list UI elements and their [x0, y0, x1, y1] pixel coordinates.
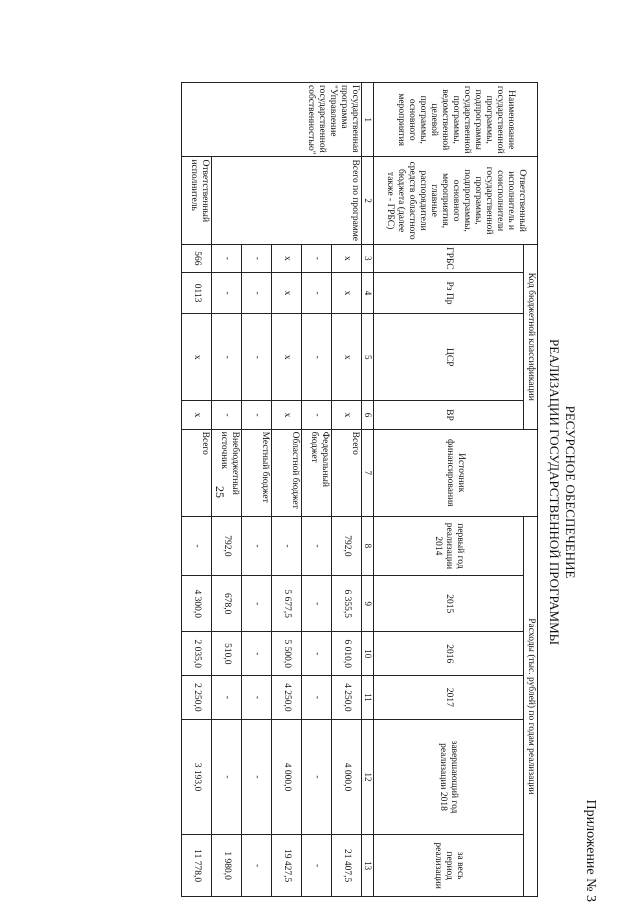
column-number: 7 — [362, 429, 374, 516]
cell-vr: - — [242, 401, 272, 429]
cell-vr: х — [272, 401, 302, 429]
cell-2016: - — [302, 632, 332, 676]
cell-total: 1 980,0 — [212, 835, 242, 897]
cell-rzpr: - — [242, 272, 272, 313]
column-number: 13 — [362, 835, 374, 897]
cell-csr: - — [242, 314, 272, 401]
cell-rzpr: - — [212, 272, 242, 313]
cell-2016: 2 035,0 — [182, 632, 212, 676]
cell-source: Внебюджетный источник — [212, 429, 242, 516]
cell-2015: 678,0 — [212, 575, 242, 631]
cell-2014: 792,0 — [212, 516, 242, 575]
column-number: 10 — [362, 632, 374, 676]
column-number: 5 — [362, 314, 374, 401]
cell-2018: 4 000,0 — [272, 719, 302, 835]
cell-vr: - — [212, 401, 242, 429]
appendix-label: Приложение № 3 — [583, 799, 598, 902]
cell-total: 19 427,5 — [272, 835, 302, 897]
cell-vr: х — [182, 401, 212, 429]
cell-2017: - — [242, 676, 272, 720]
cell-grbs: х — [272, 244, 302, 272]
cell-2017: 4 250,0 — [272, 676, 302, 720]
cell-2017: - — [302, 676, 332, 720]
header-vr: ВР — [374, 401, 524, 429]
cell-2016: 6 010,0 — [332, 632, 362, 676]
resource-table — [181, 82, 538, 897]
column-number: 2 — [362, 157, 374, 244]
column-number-row — [362, 83, 374, 897]
header-total-period: за весь период реализации — [374, 835, 524, 897]
header-name: Наименование государственной программы, подпрограммы государственной программы, ведомственной целевой программы, основного мероприятия — [374, 83, 538, 157]
cell-source: Всего — [332, 429, 362, 516]
header-year-2018: завершающий год реализации 2018 — [374, 719, 524, 835]
cell-2016: - — [242, 632, 272, 676]
cell-2017: 2 250,0 — [182, 676, 212, 720]
cell-csr: х — [182, 314, 212, 401]
cell-2016: 510,0 — [212, 632, 242, 676]
header-executor: Ответственный исполнитель и соисполнители государственной программы, подпрограммы, основного мероприятия, главные распорядители средств областного бюджета (далее также - ГРБС) — [374, 157, 538, 244]
cell-grbs: - — [302, 244, 332, 272]
cell-2017: 4 250,0 — [332, 676, 362, 720]
cell-2014: 792,0 — [332, 516, 362, 575]
cell-csr: х — [332, 314, 362, 401]
cell-total: - — [242, 835, 272, 897]
header-rzpr: Рз Пр — [374, 272, 524, 313]
cell-rzpr: х — [272, 272, 302, 313]
cell-grbs: - — [212, 244, 242, 272]
column-number: 6 — [362, 401, 374, 429]
cell-2015: 6 355,5 — [332, 575, 362, 631]
header-source: Источник финансирования — [374, 429, 538, 516]
column-number: 3 — [362, 244, 374, 272]
cell-2017: - — [212, 676, 242, 720]
cell-vr: х — [332, 401, 362, 429]
cell-2018: 4 000,0 — [332, 719, 362, 835]
cell-2018: - — [242, 719, 272, 835]
cell-2018: 3 193,0 — [182, 719, 212, 835]
column-number: 12 — [362, 719, 374, 835]
header-grbs: ГРБС — [374, 244, 524, 272]
cell-source: Областной бюджет — [272, 429, 302, 516]
cell-csr: х — [272, 314, 302, 401]
cell-grbs: х — [332, 244, 362, 272]
cell-2018: - — [302, 719, 332, 835]
page-number: 25 — [213, 486, 227, 498]
cell-2018: - — [212, 719, 242, 835]
cell-2015: - — [302, 575, 332, 631]
rotated-page — [138, 82, 598, 902]
column-number: 4 — [362, 272, 374, 313]
cell-total: 11 778,0 — [182, 835, 212, 897]
cell-source: Всего — [182, 429, 212, 516]
table-row — [182, 83, 212, 897]
cell-2015: 5 677,5 — [272, 575, 302, 631]
heading-line-1: РЕСУРСНОЕ ОБЕСПЕЧЕНИЕ — [563, 405, 578, 579]
header-csr: ЦСР — [374, 314, 524, 401]
header-expenses: Расходы (тыс. рублей) по годам реализации — [524, 516, 538, 896]
cell-2014: - — [182, 516, 212, 575]
cell-rzpr: - — [302, 272, 332, 313]
column-number: 1 — [362, 83, 374, 157]
cell-rzpr: 0113 — [182, 272, 212, 313]
cell-total: 21 407,5 — [332, 835, 362, 897]
cell-vr: - — [302, 401, 332, 429]
heading-line-2: РЕАЛИЗАЦИИ ГОСУДАРСТВЕННОЙ ПРОГРАММЫ — [547, 339, 562, 645]
cell-source: Федеральный бюджет — [302, 429, 332, 516]
column-number: 8 — [362, 516, 374, 575]
header-year-2017: 2017 — [374, 676, 524, 720]
total-by-program-label: Всего по программе — [212, 157, 362, 244]
document-heading — [546, 82, 578, 902]
cell-2014: - — [272, 516, 302, 575]
cell-2015: - — [242, 575, 272, 631]
cell-csr: - — [212, 314, 242, 401]
cell-grbs: - — [242, 244, 272, 272]
cell-2016: 5 500,0 — [272, 632, 302, 676]
cell-total: - — [302, 835, 332, 897]
program-name: Государственная программа "Управление государственной собственностью" — [182, 83, 362, 157]
cell-rzpr: х — [332, 272, 362, 313]
header-year-2016: 2016 — [374, 632, 524, 676]
cell-2014: - — [302, 516, 332, 575]
table-row — [332, 83, 362, 897]
column-number: 11 — [362, 676, 374, 720]
cell-csr: - — [302, 314, 332, 401]
cell-source: Местный бюджет — [242, 429, 272, 516]
header-budget-code: Код бюджетной классификации — [524, 244, 538, 429]
responsible-executor-label: Ответственный исполнитель — [182, 157, 212, 244]
column-number: 9 — [362, 575, 374, 631]
header-year-2014: первый год реализации 2014 — [374, 516, 524, 575]
header-year-2015: 2015 — [374, 575, 524, 631]
cell-2014: - — [242, 516, 272, 575]
cell-2015: 4 300,0 — [182, 575, 212, 631]
cell-grbs: 566 — [182, 244, 212, 272]
